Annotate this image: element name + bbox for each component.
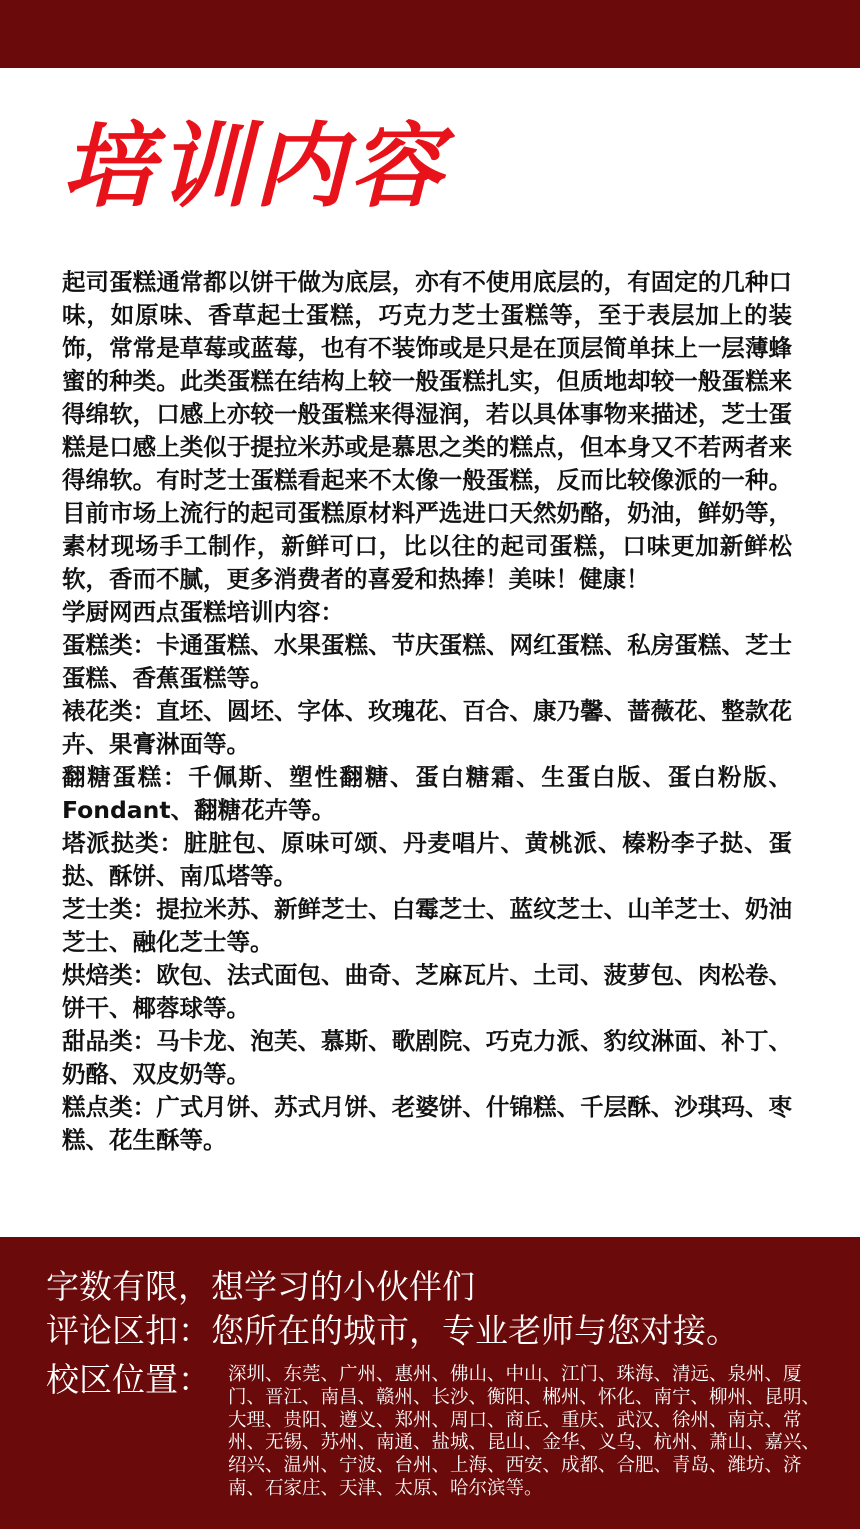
category-item: 塔派挞类：脏脏包、原味可颂、丹麦唱片、黄桃派、榛粉李子挞、蛋挞、酥饼、南瓜塔等。 <box>62 829 792 890</box>
page-title: 培训内容 <box>62 113 447 220</box>
category-item: 蛋糕类：卡通蛋糕、水果蛋糕、节庆蛋糕、网红蛋糕、私房蛋糕、芝士蛋糕、香蕉蛋糕等。 <box>62 631 792 692</box>
category-item: 翻糖蛋糕：千佩斯、塑性翻糖、蛋白糖霜、生蛋白版、蛋白粉版、Fondant、翻糖花卉等。 <box>62 763 792 824</box>
top-banner <box>0 0 860 68</box>
category-item: 芝士类：提拉米苏、新鲜芝士、白霉芝士、蓝纹芝士、山羊芝士、奶油芝士、融化芝士等。 <box>62 895 792 956</box>
intro-paragraph: 起司蛋糕通常都以饼干做为底层，亦有不使用底层的，有固定的几种口味，如原味、香草起士蛋糕，巧克力芝士蛋糕等，至于表层加上的装饰，常常是草莓或蓝莓，也有不装饰或是只是在顶层简单抹上一层薄蜂蜜的种类。此类蛋糕在结构上较一般蛋糕扎实，但质地却较一般蛋糕来得绵软，口感上亦较一般蛋糕来得湿润，若以具体事物来描述，芝士蛋糕是口感上类似于提拉米苏或是慕思之类的糕点，但本身又不若两者来得绵软。有时芝士蛋糕看起来不太像一般蛋糕，反而比较像派的一种。目前市场上流行的起司蛋糕原材料严选进口天然奶酪，奶油，鲜奶等，素材现场手工制作，新鲜可口，比以往的起司蛋糕，口味更加新鲜松软，香而不腻，更多消费者的喜爱和热捧！美味！健康！ <box>62 268 792 593</box>
campus-city-list: 深圳、东莞、广州、惠州、佛山、中山、江门、珠海、清远、泉州、厦门、晋江、南昌、赣州、长沙、衡阳、郴州、怀化、南宁、柳州、昆明、大理、贵阳、遵义、郑州、周口、商丘、重庆、武汉、徐州、南京、常州、无锡、苏州、南通、盐城、昆山、金华、义乌、杭州、萧山、嘉兴、绍兴、温州、宁波、台州、上海、西安、成都、合肥、青岛、潍坊、济南、石家庄、天津、太原、哈尔滨等。 <box>228 1364 821 1499</box>
footer-line-2: 评论区扣：您所在的城市，专业老师与您对接。 <box>46 1311 739 1350</box>
category-item: 甜品类：马卡龙、泡芙、慕斯、歌剧院、巧克力派、豹纹淋面、补丁、奶酪、双皮奶等。 <box>62 1027 792 1088</box>
footer-banner <box>0 1237 860 1529</box>
category-item: 裱花类：直坯、圆坯、字体、玫瑰花、百合、康乃馨、蔷薇花、整款花卉、果膏淋面等。 <box>62 697 792 758</box>
section-heading: 学厨网西点蛋糕培训内容： <box>62 598 344 626</box>
footer-line-1: 字数有限，想学习的小伙伴们 <box>46 1267 475 1306</box>
category-item: 烘焙类：欧包、法式面包、曲奇、芝麻瓦片、土司、菠萝包、肉松卷、饼干、椰蓉球等。 <box>62 961 792 1022</box>
article-body <box>62 266 792 1157</box>
campus-label: 校区位置： <box>46 1360 211 1399</box>
category-item: 糕点类：广式月饼、苏式月饼、老婆饼、什锦糕、千层酥、沙琪玛、枣糕、花生酥等。 <box>62 1093 792 1154</box>
